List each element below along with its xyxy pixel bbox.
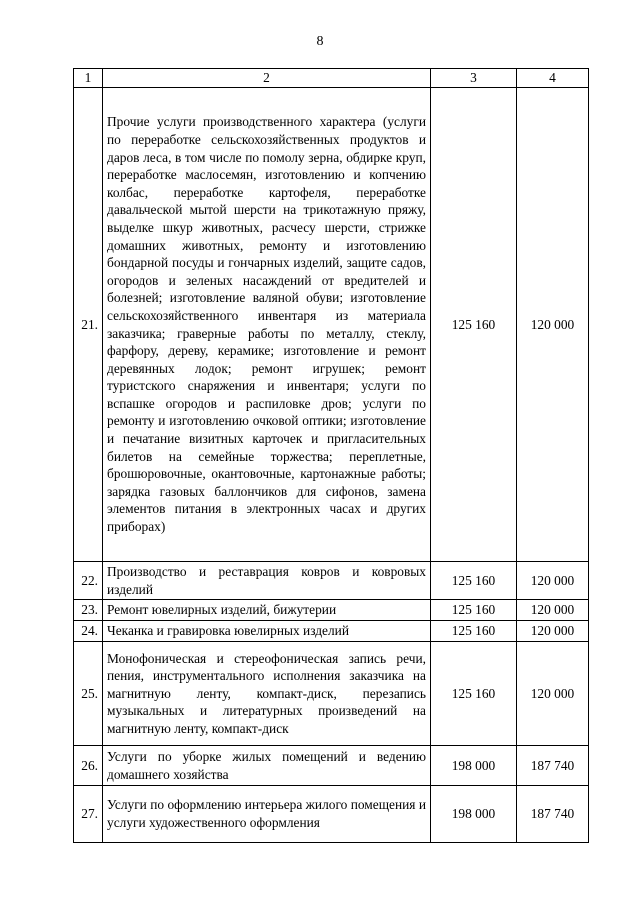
row-value-col4: 187 740: [517, 746, 589, 786]
row-description: Услуги по уборке жилых помещений и ведению домашнего хозяйства: [103, 746, 431, 786]
row-number: 22.: [74, 562, 103, 600]
table-row: [74, 621, 589, 642]
row-value-col4: 120 000: [517, 600, 589, 621]
row-number: 25.: [74, 642, 103, 746]
row-value-col4: 120 000: [517, 88, 589, 562]
row-number: 27.: [74, 786, 103, 843]
row-value-col3: 125 160: [431, 600, 517, 621]
row-description: Прочие услуги производственного характера (услуги по переработке сельскохозяйственных продуктов и даров леса, в том числе по помолу зерна, обдирке круп, переработке маслосемян, изготовлению и копчению колбас, переработке картофеля, переработке давальческой мытой шерсти на трикотажную пряжу, выделке шкур животных, расчесу шерсти, стрижке домашних животных, ремонту и изготовлению бондарной посуды и гончарных изделий, защите садов, огородов и зеленых насаждений от вредителей и болезней; изготовление валяной обуви; изготовление сельскохозяйственного инвентаря из материала заказчика; граверные работы по металлу, стеклу, фарфору, дереву, керамике; изготовление и ремонт деревянных лодок; ремонт игрушек; ремонт туристского снаряжения и инвентаря; услуги по вспашке огородов и распиловке дров; услуги по ремонту и изготовлению очковой оптики; изготовление и печатание визитных карточек и пригласительных билетов на семейные торжества; переплетные, брошюровочные, окантовочные, картонажные работы; зарядка газовых баллончиков для сифонов, замена элементов питания в электронных часах и других приборах): [103, 88, 431, 562]
tariff-table: [73, 68, 589, 843]
row-value-col4: 120 000: [517, 642, 589, 746]
row-value-col3: 125 160: [431, 88, 517, 562]
header-col-1: 1: [74, 69, 103, 88]
row-number: 24.: [74, 621, 103, 642]
table-row: [74, 642, 589, 746]
table-row: [74, 562, 589, 600]
header-col-4: 4: [517, 69, 589, 88]
header-col-3: 3: [431, 69, 517, 88]
table-row: [74, 600, 589, 621]
row-value-col4: 187 740: [517, 786, 589, 843]
row-number: 26.: [74, 746, 103, 786]
header-col-2: 2: [103, 69, 431, 88]
row-number: 21.: [74, 88, 103, 562]
row-description: Услуги по оформлению интерьера жилого помещения и услуги художественного оформления: [103, 786, 431, 843]
row-value-col3: 125 160: [431, 642, 517, 746]
row-number: 23.: [74, 600, 103, 621]
row-value-col4: 120 000: [517, 621, 589, 642]
row-description: Монофоническая и стереофоническая запись речи, пения, инструментального исполнения заказчика на магнитную ленту, компакт-диск, перезапись музыкальных и литературных произведений на магнитную ленту, компакт-диск: [103, 642, 431, 746]
row-value-col3: 198 000: [431, 746, 517, 786]
row-value-col4: 120 000: [517, 562, 589, 600]
table-header-row: [74, 69, 589, 88]
row-value-col3: 198 000: [431, 786, 517, 843]
row-description: Производство и реставрация ковров и ковровых изделий: [103, 562, 431, 600]
page-number: 8: [316, 34, 324, 49]
table-row: [74, 786, 589, 843]
table-row: [74, 746, 589, 786]
table-row: [74, 88, 589, 562]
row-description: Чеканка и гравировка ювелирных изделий: [103, 621, 431, 642]
row-value-col3: 125 160: [431, 621, 517, 642]
row-description: Ремонт ювелирных изделий, бижутерии: [103, 600, 431, 621]
row-value-col3: 125 160: [431, 562, 517, 600]
